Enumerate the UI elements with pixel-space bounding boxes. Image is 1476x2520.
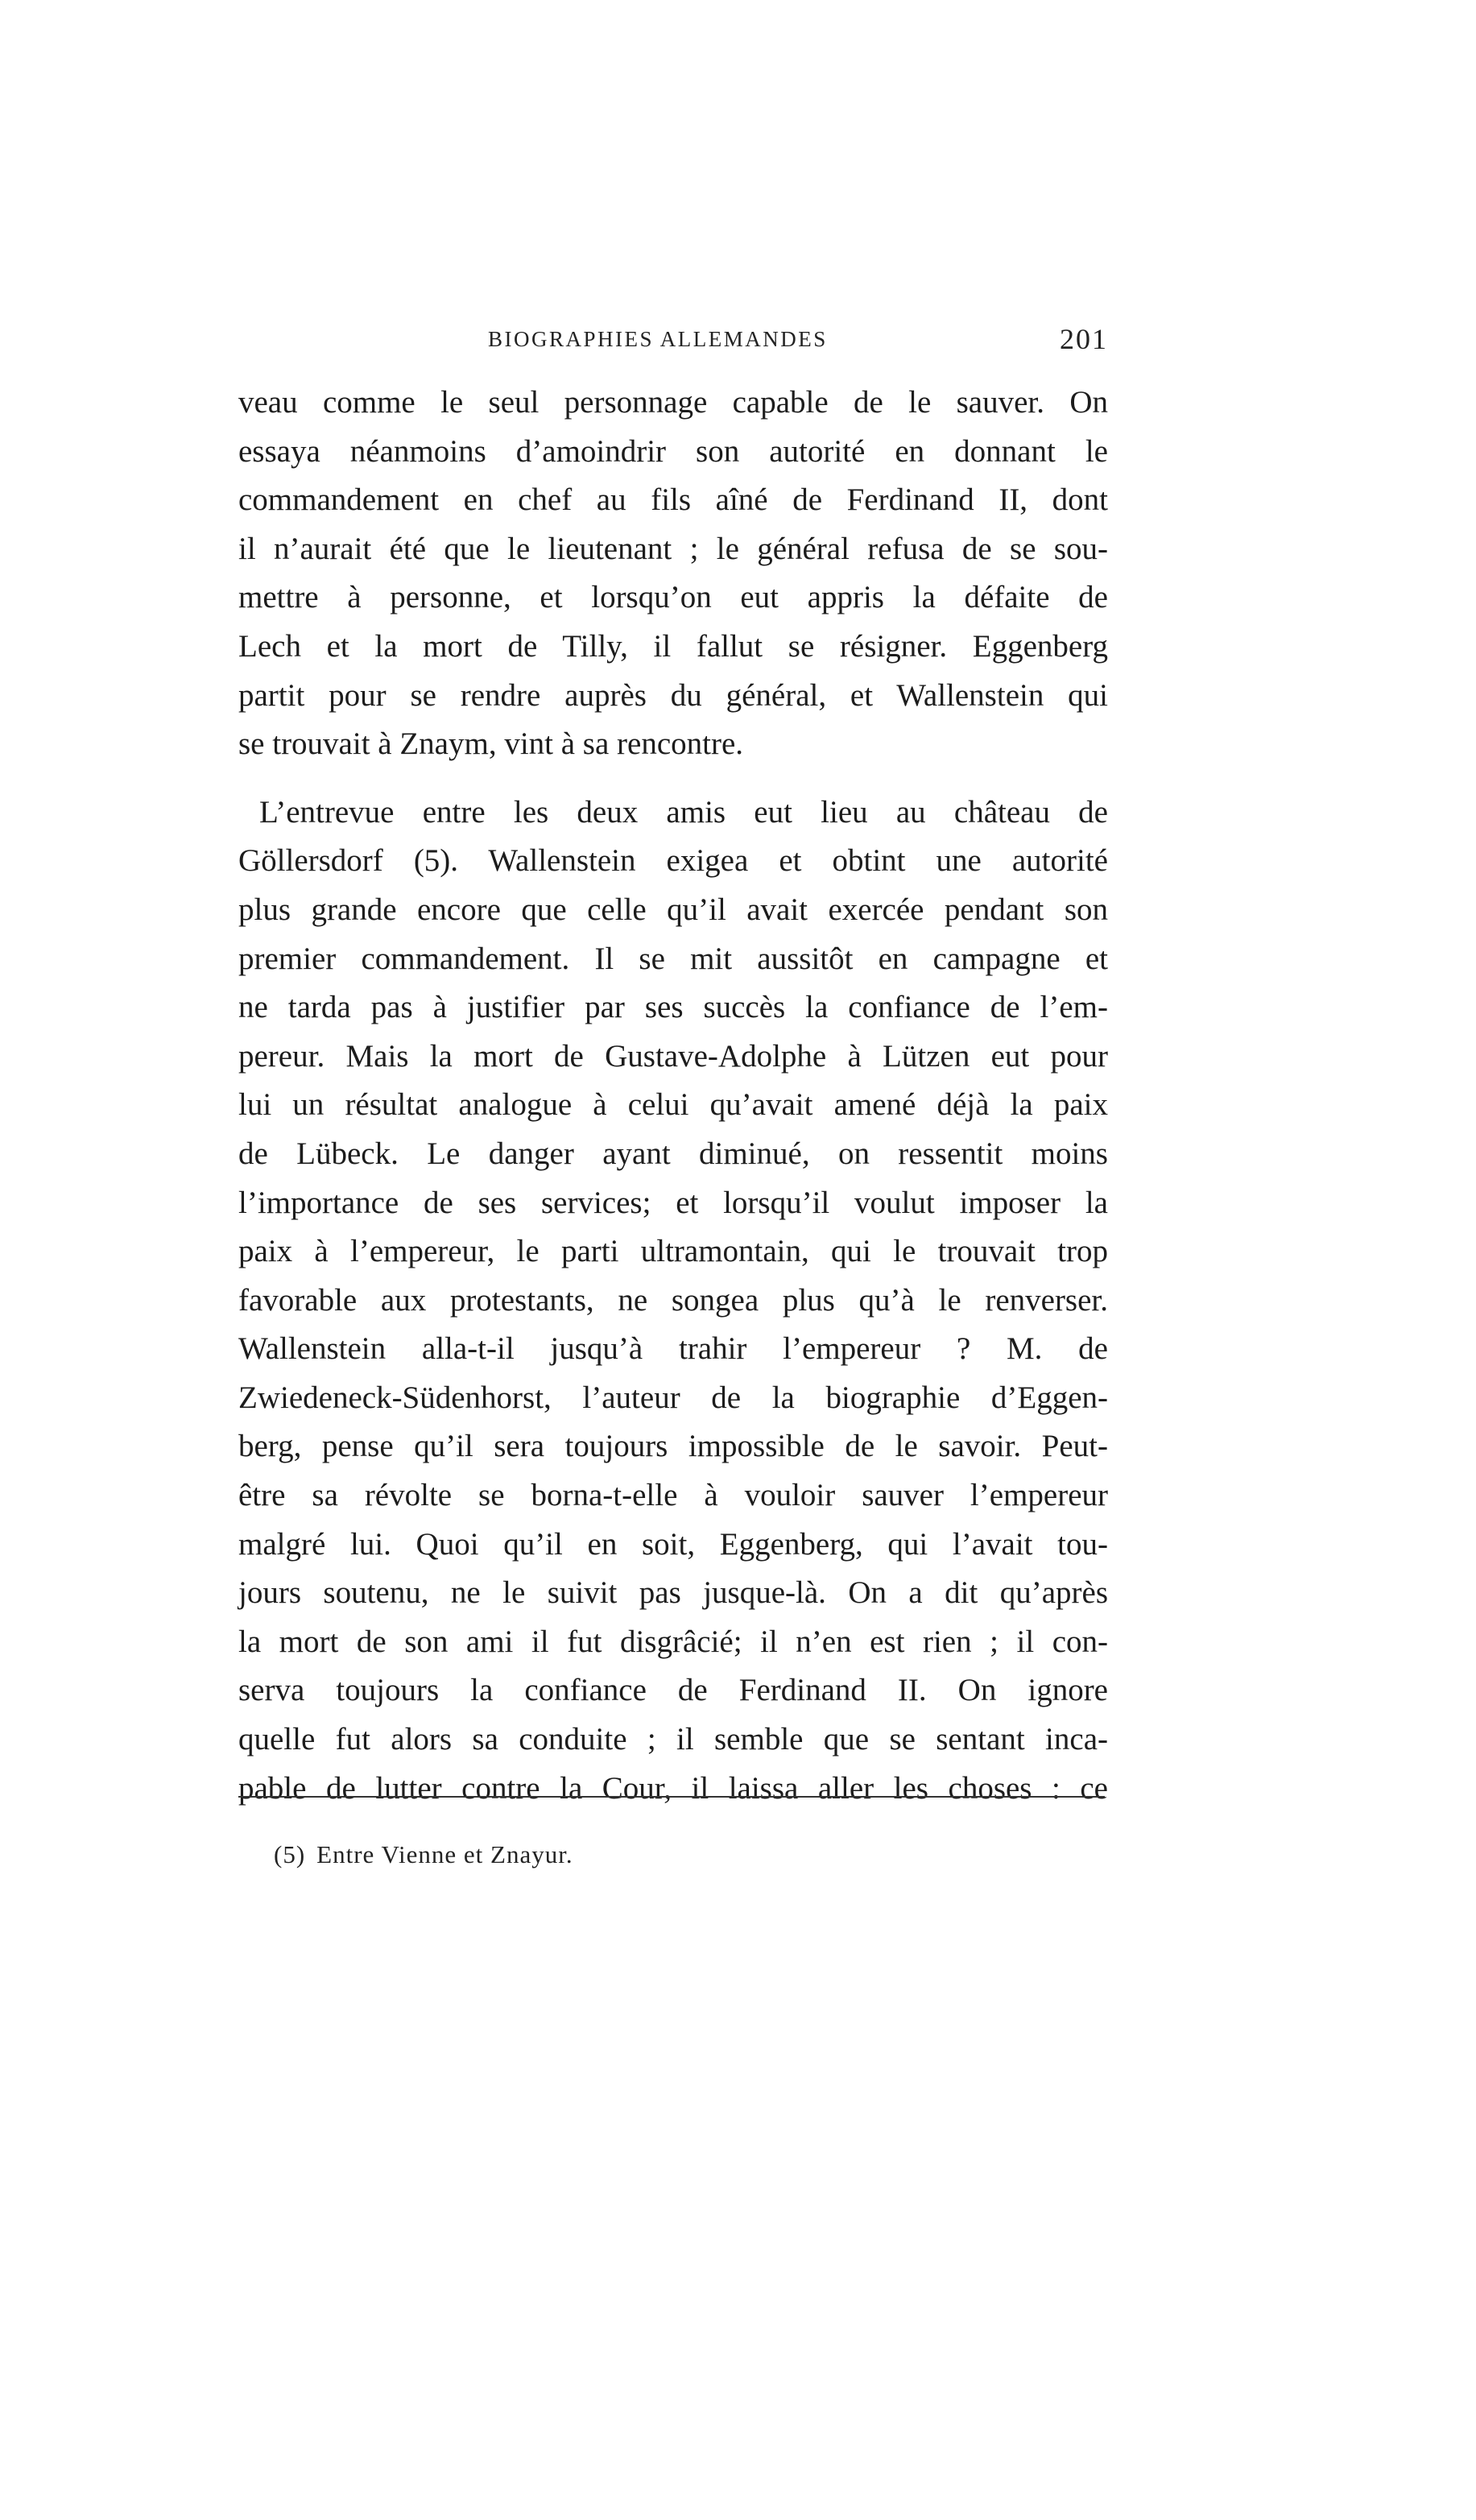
text-line: se trouvait à Znaym, vint à sa rencontre. — [238, 726, 744, 762]
text-line: de Lübeck. Le danger ayant diminué, on ressentit moins — [238, 1136, 1108, 1171]
text-line: lui un résultat analogue à celui qu’avait amené déjà la paix — [238, 1087, 1108, 1123]
text-line: Göllersdorf (5). Wallenstein exigea et obtint une autorité — [238, 843, 1108, 879]
text-line: la mort de son ami il fut disgrâcié; il n’en est rien ; il con- — [238, 1624, 1108, 1659]
text-line: Lech et la mort de Tilly, il fallut se résigner. Eggenberg — [238, 628, 1108, 664]
text-line: être sa révolte se borna-t-elle à vouloir sauver l’empereur — [238, 1478, 1108, 1513]
text-line: Wallenstein alla-t-il jusqu’à trahir l’empereur ? M. de — [238, 1331, 1108, 1367]
paragraph-gap — [238, 769, 1108, 788]
text-line: ne tarda pas à justifier par ses succès la confiance de l’em- — [238, 990, 1108, 1025]
text-line: il n’aurait été que le lieutenant ; le général refusa de se sou- — [238, 531, 1108, 566]
footnote — [274, 1840, 573, 1869]
running-title: BIOGRAPHIES ALLEMANDES — [488, 327, 828, 351]
text-line: essaya néanmoins d’amoindrir son autorité en donnant le — [238, 433, 1108, 469]
text-line: veau comme le seul personnage capable de le sauver. On — [238, 385, 1108, 420]
running-head — [238, 322, 1108, 362]
text-line: partit pour se rendre auprès du général, et Wallenstein qui — [238, 677, 1108, 713]
text-line: premier commandement. Il se mit aussitôt en campagne et — [238, 941, 1108, 976]
text-line: plus grande encore que celle qu’il avait exercée pendant son — [238, 892, 1108, 927]
page-number: 201 — [1060, 323, 1108, 355]
text-line: commandement en chef au fils aîné de Ferdinand II, dont — [238, 482, 1108, 518]
text-line: pable de lutter contre la Cour, il laissa aller les choses : ce — [238, 1770, 1108, 1806]
text-line: mettre à personne, et lorsqu’on eut appris la défaite de — [238, 580, 1108, 615]
text-line: favorable aux protestants, ne songea plus qu’à le renverser. — [238, 1282, 1108, 1318]
footnote-mark: (5) — [274, 1840, 306, 1868]
paragraph-1 — [238, 379, 1108, 769]
text-line: l’importance de ses services; et lorsqu’il voulut imposer la — [238, 1185, 1108, 1220]
paragraph-2 — [238, 788, 1108, 1813]
text-line: Zwiedeneck-Südenhorst, l’auteur de la biographie d’Eggen- — [238, 1380, 1108, 1415]
text-line: malgré lui. Quoi qu’il en soit, Eggenberg, qui l’avait tou- — [238, 1526, 1108, 1562]
text-line: jours soutenu, ne le suivit pas jusque-là. On a dit qu’après — [238, 1575, 1108, 1611]
text-line: L’entrevue entre les deux amis eut lieu au château de — [259, 794, 1108, 830]
body-text — [238, 379, 1108, 1813]
footnote-text: Entre Vienne et Znayur. — [316, 1840, 573, 1868]
text-line: paix à l’empereur, le parti ultramontain, qui le trouvait trop — [238, 1234, 1108, 1269]
text-line: pereur. Mais la mort de Gustave-Adolphe à Lützen eut pour — [238, 1038, 1108, 1074]
text-line: quelle fut alors sa conduite ; il semble que se sentant inca- — [238, 1722, 1108, 1757]
text-line: berg, pense qu’il sera toujours impossible de le savoir. Peut- — [238, 1429, 1108, 1464]
footnote-rule — [238, 1796, 1105, 1798]
text-line: serva toujours la confiance de Ferdinand II. On ignore — [238, 1673, 1108, 1708]
